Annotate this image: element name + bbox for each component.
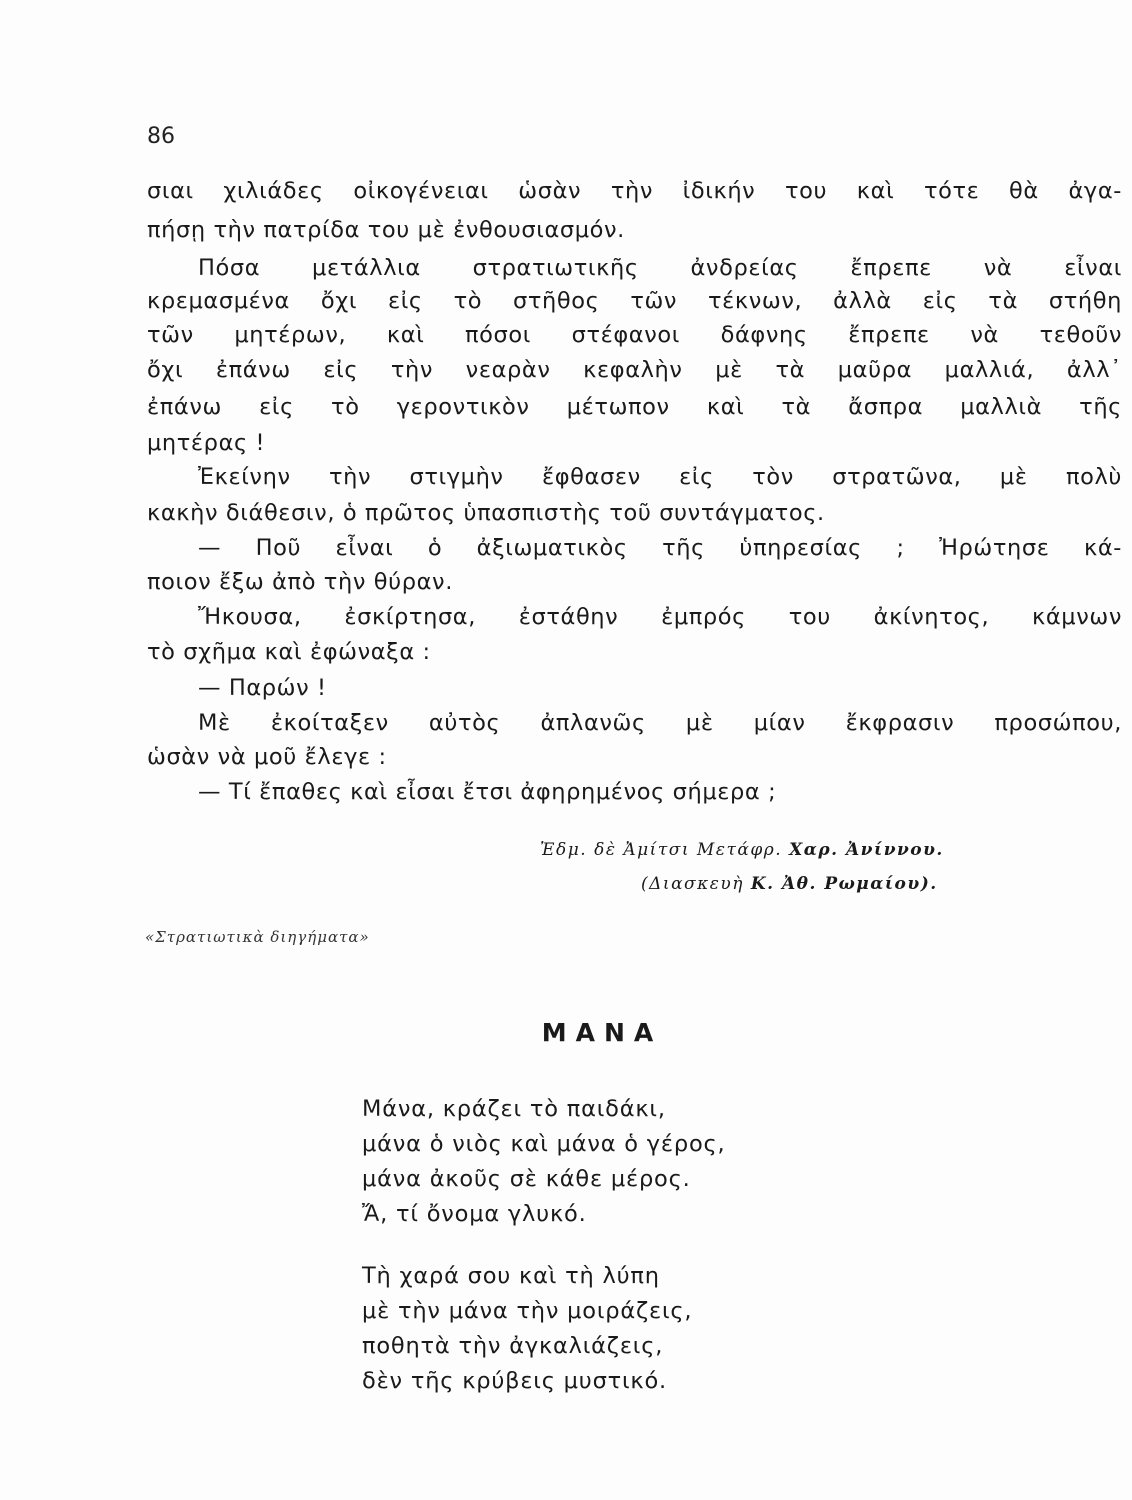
- verse-line: Τὴ χαρά σου καὶ τὴ λύπη: [362, 1263, 660, 1289]
- prose-line: — Τί ἔπαθες καὶ εἶσαι ἔτσι ἀφηρημένος σήμερα ;: [198, 779, 777, 805]
- adapter-name: Κ. Ἀθ. Ρωμαίου).: [750, 874, 938, 894]
- prose-line: τῶν μητέρων, καὶ πόσοι στέφανοι δάφνης ἔπρεπε νὰ τεθοῦν: [147, 322, 1122, 348]
- prose-line: σιαι χιλιάδες οἰκογένειαι ὡσὰν τὴν ἰδικήν του καὶ τότε θὰ ἀγα-: [147, 178, 1122, 204]
- prose-line: ὡσὰν νὰ μοῦ ἔλεγε :: [147, 744, 387, 770]
- prose-line: — Παρών !: [198, 675, 327, 701]
- page-number: 86: [147, 124, 175, 149]
- translator-name: Χαρ. Ἀνίννου.: [789, 840, 944, 860]
- prose-line: ἐπάνω εἰς τὸ γεροντικὸν μέτωπον καὶ τὰ ἄσπρα μαλλιὰ τῆς: [147, 394, 1122, 420]
- adaptation-label: (Διασκευὴ: [641, 874, 751, 894]
- attribution-line-1: [540, 842, 944, 859]
- translation-label: Μετάφρ.: [690, 840, 790, 860]
- prose-line: τὸ σχῆμα καὶ ἐφώναξα :: [147, 639, 431, 665]
- verse-line: Ἄ, τί ὄνομα γλυκό.: [362, 1201, 587, 1227]
- prose-line: Πόσα μετάλλια στρατιωτικῆς ἀνδρείας ἔπρεπε νὰ εἶναι: [198, 255, 1122, 281]
- prose-line: Ἐκείνην τὴν στιγμὴν ἔφθασεν εἰς τὸν στρατῶνα, μὲ πολὺ: [198, 464, 1122, 490]
- source-note: «Στρατιωτικὰ διηγήματα»: [145, 928, 370, 946]
- prose-line: — Ποῦ εἶναι ὁ ἀξιωματικὸς τῆς ὑπηρεσίας ; Ἠρώτησε κά-: [198, 535, 1122, 561]
- author-name: Ἐδμ. δὲ Ἀμίτσι: [540, 840, 691, 860]
- verse-line: Μάνα, κράζει τὸ παιδάκι,: [362, 1096, 666, 1122]
- verse-line: δὲν τῆς κρύβεις μυστικό.: [362, 1368, 667, 1394]
- verse-line: μὲ τὴν μάνα τὴν μοιράζεις,: [362, 1298, 693, 1324]
- prose-line: Μὲ ἐκοίταξεν αὐτὸς ἀπλανῶς μὲ μίαν ἔκφρασιν προσώπου,: [198, 710, 1122, 736]
- prose-line: πήσῃ τὴν πατρίδα του μὲ ἐνθουσιασμόν.: [147, 217, 625, 243]
- verse-line: ποθητὰ τὴν ἀγκαλιάζεις,: [362, 1333, 664, 1359]
- prose-line: κρεμασμένα ὄχι εἰς τὸ στῆθος τῶν τέκνων, ἀλλὰ εἰς τὰ στήθη: [147, 288, 1122, 314]
- poem-title: ΜΑΝΑ: [541, 1018, 663, 1047]
- verse-line: μάνα ἀκοῦς σὲ κάθε μέρος.: [362, 1166, 691, 1192]
- prose-line: ποιον ἔξω ἀπὸ τὴν θύραν.: [147, 569, 453, 595]
- prose-line: μητέρας !: [147, 430, 266, 456]
- attribution-line-2: [641, 876, 938, 893]
- prose-line: Ἤκουσα, ἐσκίρτησα, ἐστάθην ἐμπρός του ἀκίνητος, κάμνων: [198, 604, 1122, 630]
- prose-line: ὄχι ἐπάνω εἰς τὴν νεαρὰν κεφαλὴν μὲ τὰ μαῦρα μαλλιά, ἀλλ᾿: [147, 357, 1122, 383]
- prose-line: κακὴν διάθεσιν, ὁ πρῶτος ὑπασπιστὴς τοῦ συντάγματος.: [147, 500, 825, 526]
- verse-line: μάνα ὁ νιὸς καὶ μάνα ὁ γέρος,: [362, 1131, 726, 1157]
